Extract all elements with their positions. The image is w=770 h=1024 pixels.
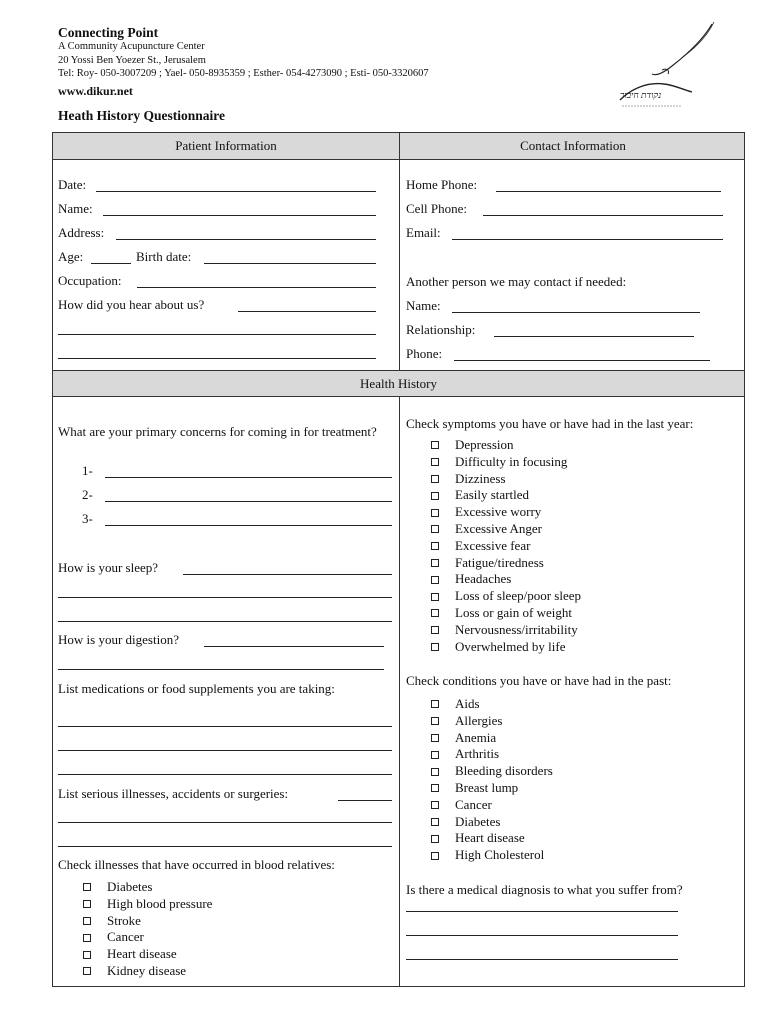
age-label: Age: bbox=[58, 249, 84, 264]
condition-checkbox[interactable]: Breast lump bbox=[430, 780, 553, 797]
cell-phone-field[interactable] bbox=[483, 215, 723, 216]
relationship-field[interactable] bbox=[494, 336, 694, 337]
email-label: Email: bbox=[406, 225, 441, 240]
condition-checkbox[interactable]: Arthritis bbox=[430, 746, 553, 763]
condition-checkbox[interactable]: Cancer bbox=[430, 797, 553, 814]
age-field[interactable] bbox=[91, 263, 131, 264]
relative-illness-checkbox[interactable]: Diabetes bbox=[82, 879, 212, 896]
referral-field[interactable] bbox=[238, 311, 376, 312]
condition-checkbox[interactable]: Aids bbox=[430, 696, 553, 713]
concern-number: 1- bbox=[82, 463, 93, 478]
sleep-question: How is your sleep? bbox=[58, 560, 159, 575]
checkbox-icon[interactable] bbox=[431, 609, 439, 617]
digestion-field-line-2[interactable] bbox=[58, 669, 384, 670]
checkbox-icon[interactable] bbox=[431, 626, 439, 634]
address-field[interactable] bbox=[116, 239, 376, 240]
condition-checkbox[interactable]: Heart disease bbox=[430, 830, 553, 847]
logo-text: נקודת חיבור bbox=[620, 90, 662, 100]
relative-illness-checkbox[interactable]: Kidney disease bbox=[82, 963, 212, 980]
date-label: Date: bbox=[58, 177, 87, 192]
illnesses-question: List serious illnesses, accidents or surgeries: bbox=[58, 786, 289, 801]
occupation-field[interactable] bbox=[137, 287, 376, 288]
home-phone-field[interactable] bbox=[496, 191, 721, 192]
checkbox-icon[interactable] bbox=[431, 852, 439, 860]
occupation-label: Occupation: bbox=[58, 273, 122, 288]
checkbox-icon[interactable] bbox=[431, 492, 439, 500]
checkbox-icon[interactable] bbox=[83, 900, 91, 908]
website: www.dikur.net bbox=[58, 84, 133, 98]
address-line: 20 Yossi Ben Yoezer St., Jerusalem bbox=[58, 55, 206, 66]
digestion-question: How is your digestion? bbox=[58, 632, 179, 647]
primary-concerns-question: What are your primary concerns for coming in for treatment? bbox=[58, 424, 377, 439]
concern-3-field[interactable] bbox=[105, 525, 392, 526]
relative-illness-checkbox[interactable]: Heart disease bbox=[82, 946, 212, 963]
symptom-checkbox[interactable]: Overwhelmed by life bbox=[430, 639, 581, 656]
contact-info-header: Contact Information bbox=[520, 138, 626, 153]
patient-info-header: Patient Information bbox=[175, 138, 277, 153]
illnesses-field-line-2[interactable] bbox=[58, 822, 392, 823]
name-field[interactable] bbox=[103, 215, 376, 216]
diagnosis-field-line-1[interactable] bbox=[406, 911, 678, 912]
condition-checkbox[interactable]: Anemia bbox=[430, 730, 553, 747]
illnesses-field[interactable] bbox=[338, 800, 392, 801]
checkbox-icon[interactable] bbox=[431, 801, 439, 809]
emergency-phone-label: Phone: bbox=[406, 346, 443, 361]
symptom-checkbox[interactable]: Excessive Anger bbox=[430, 521, 581, 538]
sleep-field-line-2[interactable] bbox=[58, 597, 392, 598]
referral-label: How did you hear about us? bbox=[58, 297, 205, 312]
referral-field-line-2[interactable] bbox=[58, 334, 376, 335]
condition-checkbox[interactable]: Allergies bbox=[430, 713, 553, 730]
sleep-field[interactable] bbox=[183, 574, 392, 575]
symptom-checkbox[interactable]: Excessive worry bbox=[430, 504, 581, 521]
symptom-checkbox[interactable]: Dizziness bbox=[430, 471, 581, 488]
symptoms-question: Check symptoms you have or have had in the last year: bbox=[406, 416, 694, 431]
checkbox-icon[interactable] bbox=[83, 967, 91, 975]
checkbox-icon[interactable] bbox=[431, 768, 439, 776]
emergency-phone-field[interactable] bbox=[454, 360, 710, 361]
medications-field-line-3[interactable] bbox=[58, 774, 392, 775]
birth-date-label: Birth date: bbox=[136, 249, 192, 264]
phone-line: Tel: Roy- 050-3007209 ; Yael- 050-8935359 ; Esther- 054-4273090 ; Esti- 050-3320607 bbox=[58, 68, 429, 79]
cell-phone-label: Cell Phone: bbox=[406, 201, 468, 216]
symptom-checkbox[interactable]: Loss of sleep/poor sleep bbox=[430, 588, 581, 605]
referral-field-line-3[interactable] bbox=[58, 358, 376, 359]
relative-illness-checkbox[interactable]: Stroke bbox=[82, 913, 212, 930]
emergency-name-label: Name: bbox=[406, 298, 441, 313]
diagnosis-question: Is there a medical diagnosis to what you suffer from? bbox=[406, 882, 683, 897]
checkbox-icon[interactable] bbox=[431, 593, 439, 601]
checkbox-icon[interactable] bbox=[431, 542, 439, 550]
symptom-checkbox[interactable]: Nervousness/irritability bbox=[430, 622, 581, 639]
date-field[interactable] bbox=[96, 191, 376, 192]
checkbox-icon[interactable] bbox=[83, 917, 91, 925]
birth-date-field[interactable] bbox=[204, 263, 376, 264]
home-phone-label: Home Phone: bbox=[406, 177, 478, 192]
relative-illness-checkbox[interactable]: Cancer bbox=[82, 929, 212, 946]
illnesses-field-line-3[interactable] bbox=[58, 846, 392, 847]
checkbox-icon[interactable] bbox=[431, 576, 439, 584]
tagline: A Community Acupuncture Center bbox=[58, 41, 205, 52]
relationship-label: Relationship: bbox=[406, 322, 476, 337]
health-history-header: Health History bbox=[53, 370, 744, 397]
symptoms-checklist bbox=[430, 437, 581, 655]
medications-question: List medications or food supplements you are taking: bbox=[58, 681, 335, 696]
concern-number: 3- bbox=[82, 511, 93, 526]
relatives-question: Check illnesses that have occurred in blood relatives: bbox=[58, 857, 335, 872]
checkbox-icon[interactable] bbox=[431, 441, 439, 449]
diagnosis-field-line-3[interactable] bbox=[406, 959, 678, 960]
checkbox-icon[interactable] bbox=[83, 883, 91, 891]
emergency-name-field[interactable] bbox=[452, 312, 700, 313]
checkbox-icon[interactable] bbox=[431, 475, 439, 483]
emergency-contact-heading: Another person we may contact if needed: bbox=[406, 274, 627, 289]
digestion-field[interactable] bbox=[204, 646, 384, 647]
sleep-field-line-3[interactable] bbox=[58, 621, 392, 622]
diagnosis-field-line-2[interactable] bbox=[406, 935, 678, 936]
checkbox-icon[interactable] bbox=[431, 818, 439, 826]
checkbox-icon[interactable] bbox=[431, 643, 439, 651]
symptom-checkbox[interactable]: Easily startled bbox=[430, 487, 581, 504]
checkbox-icon[interactable] bbox=[83, 934, 91, 942]
condition-checkbox[interactable]: Diabetes bbox=[430, 814, 553, 831]
symptom-checkbox[interactable]: Fatigue/tiredness bbox=[430, 555, 581, 572]
checkbox-icon[interactable] bbox=[431, 734, 439, 742]
symptom-checkbox[interactable]: Difficulty in focusing bbox=[430, 454, 581, 471]
relative-illness-checkbox[interactable]: High blood pressure bbox=[82, 896, 212, 913]
checkbox-icon[interactable] bbox=[431, 835, 439, 843]
symptom-checkbox[interactable]: Depression bbox=[430, 437, 581, 454]
concern-number: 2- bbox=[82, 487, 93, 502]
conditions-checklist bbox=[430, 696, 553, 864]
concern-2-field[interactable] bbox=[105, 501, 392, 502]
symptom-checkbox[interactable]: Loss or gain of weight bbox=[430, 605, 581, 622]
checkbox-icon[interactable] bbox=[431, 458, 439, 466]
logo bbox=[612, 18, 724, 110]
medications-field-line-2[interactable] bbox=[58, 750, 392, 751]
checkbox-icon[interactable] bbox=[431, 717, 439, 725]
checkbox-icon[interactable] bbox=[83, 951, 91, 959]
checkbox-icon[interactable] bbox=[431, 700, 439, 708]
symptom-checkbox[interactable]: Headaches bbox=[430, 571, 581, 588]
checkbox-icon[interactable] bbox=[431, 784, 439, 792]
relatives-checklist bbox=[82, 879, 212, 980]
checkbox-icon[interactable] bbox=[431, 751, 439, 759]
medications-field-line-1[interactable] bbox=[58, 726, 392, 727]
email-field[interactable] bbox=[452, 239, 723, 240]
document-title: Heath History Questionnaire bbox=[58, 108, 225, 123]
name-label: Name: bbox=[58, 201, 93, 216]
condition-checkbox[interactable]: High Cholesterol bbox=[430, 847, 553, 864]
symptom-checkbox[interactable]: Excessive fear bbox=[430, 538, 581, 555]
checkbox-icon[interactable] bbox=[431, 525, 439, 533]
address-label: Address: bbox=[58, 225, 105, 240]
conditions-question: Check conditions you have or have had in the past: bbox=[406, 673, 672, 688]
checkbox-icon[interactable] bbox=[431, 559, 439, 567]
concern-1-field[interactable] bbox=[105, 477, 392, 478]
org-name: Connecting Point bbox=[58, 25, 159, 40]
condition-checkbox[interactable]: Bleeding disorders bbox=[430, 763, 553, 780]
checkbox-icon[interactable] bbox=[431, 509, 439, 517]
